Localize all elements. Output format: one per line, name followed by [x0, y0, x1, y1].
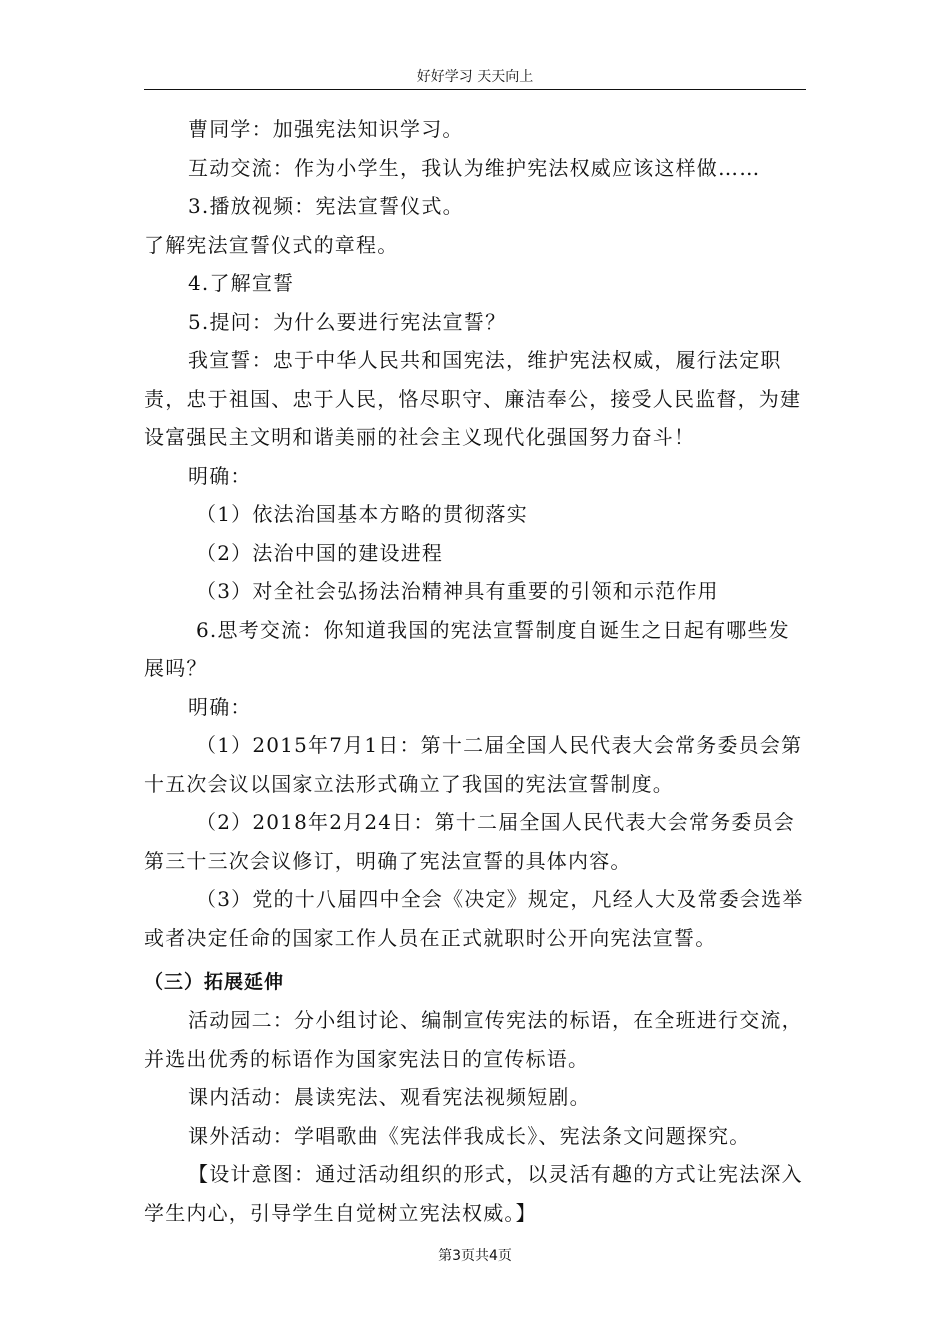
page-header: 好好学习 天天向上	[416, 69, 534, 85]
oath-ceremony-rules: 了解宪法宣誓仪式的章程。	[144, 232, 399, 257]
step-4-understand-oath: 4.了解宣誓	[188, 271, 295, 295]
development-fourth-plenum: （3）党的十八届四中全会《决定》规定，凡经人大及常委会选举或者决定任命的国家工作人员在正式就职时公开向宪法宣誓。	[144, 887, 804, 950]
section-heading-extension: （三）拓展延伸	[144, 971, 285, 993]
oath-text: 我宣誓：忠于中华人民共和国宪法，维护宪法权威，履行法定职责，忠于祖国、忠于人民，恪尽职守、廉洁奉公，接受人民监督，为建设富强民主文明和谐美丽的社会主义现代化强国努力奋斗！	[144, 348, 802, 449]
page-number: 第3页共4页	[438, 1248, 512, 1264]
clarify-item-2: （2）法治中国的建设进程	[196, 540, 444, 565]
clarify-item-1: （1）依法治国基本方略的贯彻落实	[196, 502, 528, 526]
step-5-question: 5.提问：为什么要进行宪法宣誓？	[188, 309, 507, 334]
step-6-discussion: 6.思考交流：你知道我国的宪法宣誓制度自诞生之日起有哪些发展吗？	[144, 617, 790, 680]
clarify-label-1: 明确：	[188, 463, 252, 488]
activity-two: 活动园二：分小组讨论、编制宣传宪法的标语，在全班进行交流，并选出优秀的标语作为国家宪法日的宣传标语。	[144, 1008, 803, 1071]
clarify-label-2: 明确：	[188, 694, 252, 719]
document-body	[144, 110, 806, 1232]
interactive-exchange: 互动交流：作为小学生，我认为维护宪法权威应该这样做……	[188, 155, 761, 180]
in-class-activity: 课内活动：晨读宪法、观看宪法视频短剧。	[188, 1085, 591, 1109]
development-2018: （2）2018年2月24日：第十二届全国人民代表大会常务委员会第三十三次会议修订，明确了宪法宣誓的具体内容。	[144, 810, 795, 873]
clarify-item-3: （3）对全社会弘扬法治精神具有重要的引领和示范作用	[196, 579, 719, 603]
step-3-play-video: 3.播放视频：宪法宣誓仪式。	[188, 194, 464, 218]
header-divider	[144, 89, 806, 90]
after-class-activity: 课外活动：学唱歌曲《宪法伴我成长》、宪法条文问题探究。	[188, 1123, 751, 1148]
design-intent: 【设计意图：通过活动组织的形式，以灵活有趣的方式让宪法深入学生内心，引导学生自觉树立宪法权威。】	[144, 1162, 803, 1225]
development-2015: （1）2015年7月1日：第十二届全国人民代表大会常务委员会第十五次会议以国家立法形式确立了我国的宪法宣誓制度。	[144, 733, 803, 796]
student-cao-line: 曹同学：加强宪法知识学习。	[188, 117, 464, 141]
